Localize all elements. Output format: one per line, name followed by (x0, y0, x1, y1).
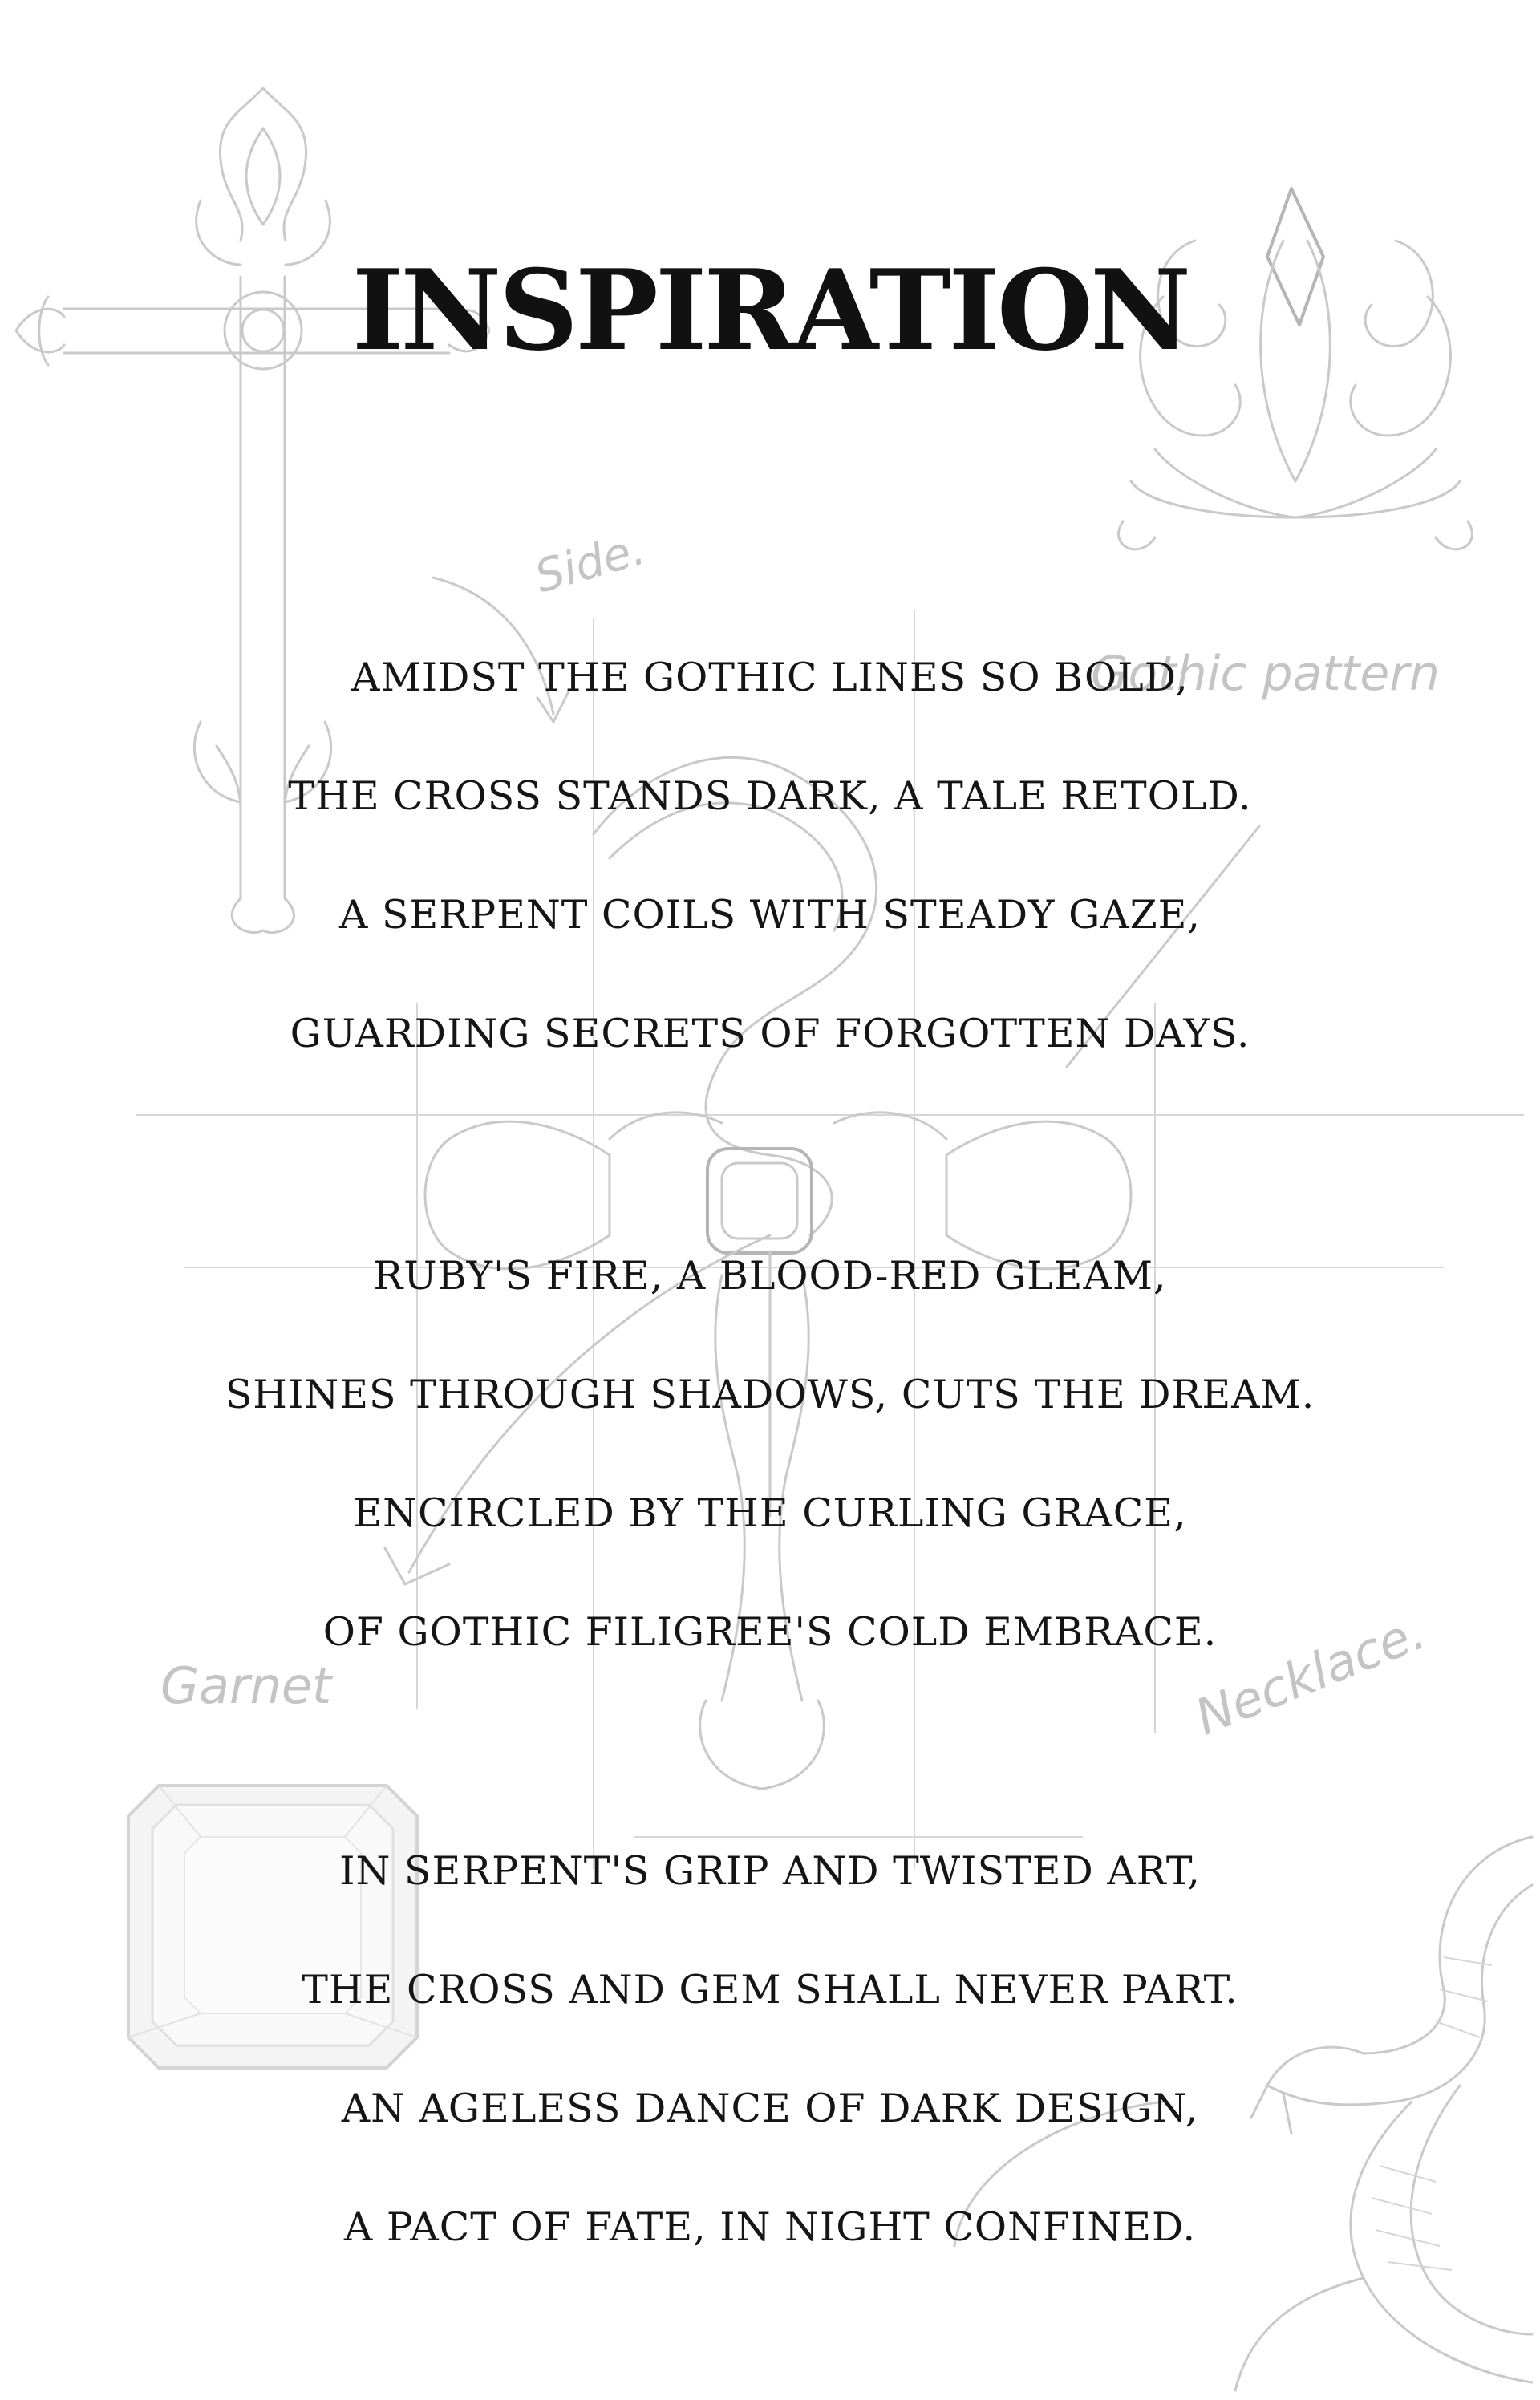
gothic-pattern-annotation: Gothic pattern (1091, 646, 1440, 702)
side-annotation: Side. (529, 522, 651, 604)
poem-line: RUBY'S FIRE, A BLOOD-RED GLEAM, (373, 1253, 1167, 1299)
garnet-gem-icon (128, 1786, 417, 2068)
poem-line: THE CROSS AND GEM SHALL NEVER PART. (302, 1967, 1238, 2013)
poem-line: AMIDST THE GOTHIC LINES SO BOLD, (351, 655, 1189, 700)
poem-line: A PACT OF FATE, IN NIGHT CONFINED. (343, 2204, 1197, 2250)
poem-line: OF GOTHIC FILIGREE'S COLD EMBRACE. (322, 1609, 1218, 1655)
poem-line: ENCIRCLED BY THE CURLING GRACE, (353, 1490, 1187, 1536)
page-title: INSPIRATION (351, 245, 1189, 375)
garnet-annotation: Garnet (160, 1656, 332, 1715)
poem-line: SHINES THROUGH SHADOWS, CUTS THE DREAM. (225, 1372, 1315, 1417)
poem-line: IN SERPENT'S GRIP AND TWISTED ART, (339, 1848, 1201, 1894)
poem-line: GUARDING SECRETS OF FORGOTTEN DAYS. (290, 1011, 1250, 1056)
poem-line: A SERPENT COILS WITH STEADY GAZE, (338, 892, 1201, 938)
poem-line: AN AGELESS DANCE OF DARK DESIGN, (341, 2086, 1199, 2131)
necklace-annotation: Necklace. (1187, 1601, 1434, 1747)
poem-line: THE CROSS STANDS DARK, A TALE RETOLD. (288, 773, 1252, 819)
annotation-arrows (385, 578, 1259, 1584)
